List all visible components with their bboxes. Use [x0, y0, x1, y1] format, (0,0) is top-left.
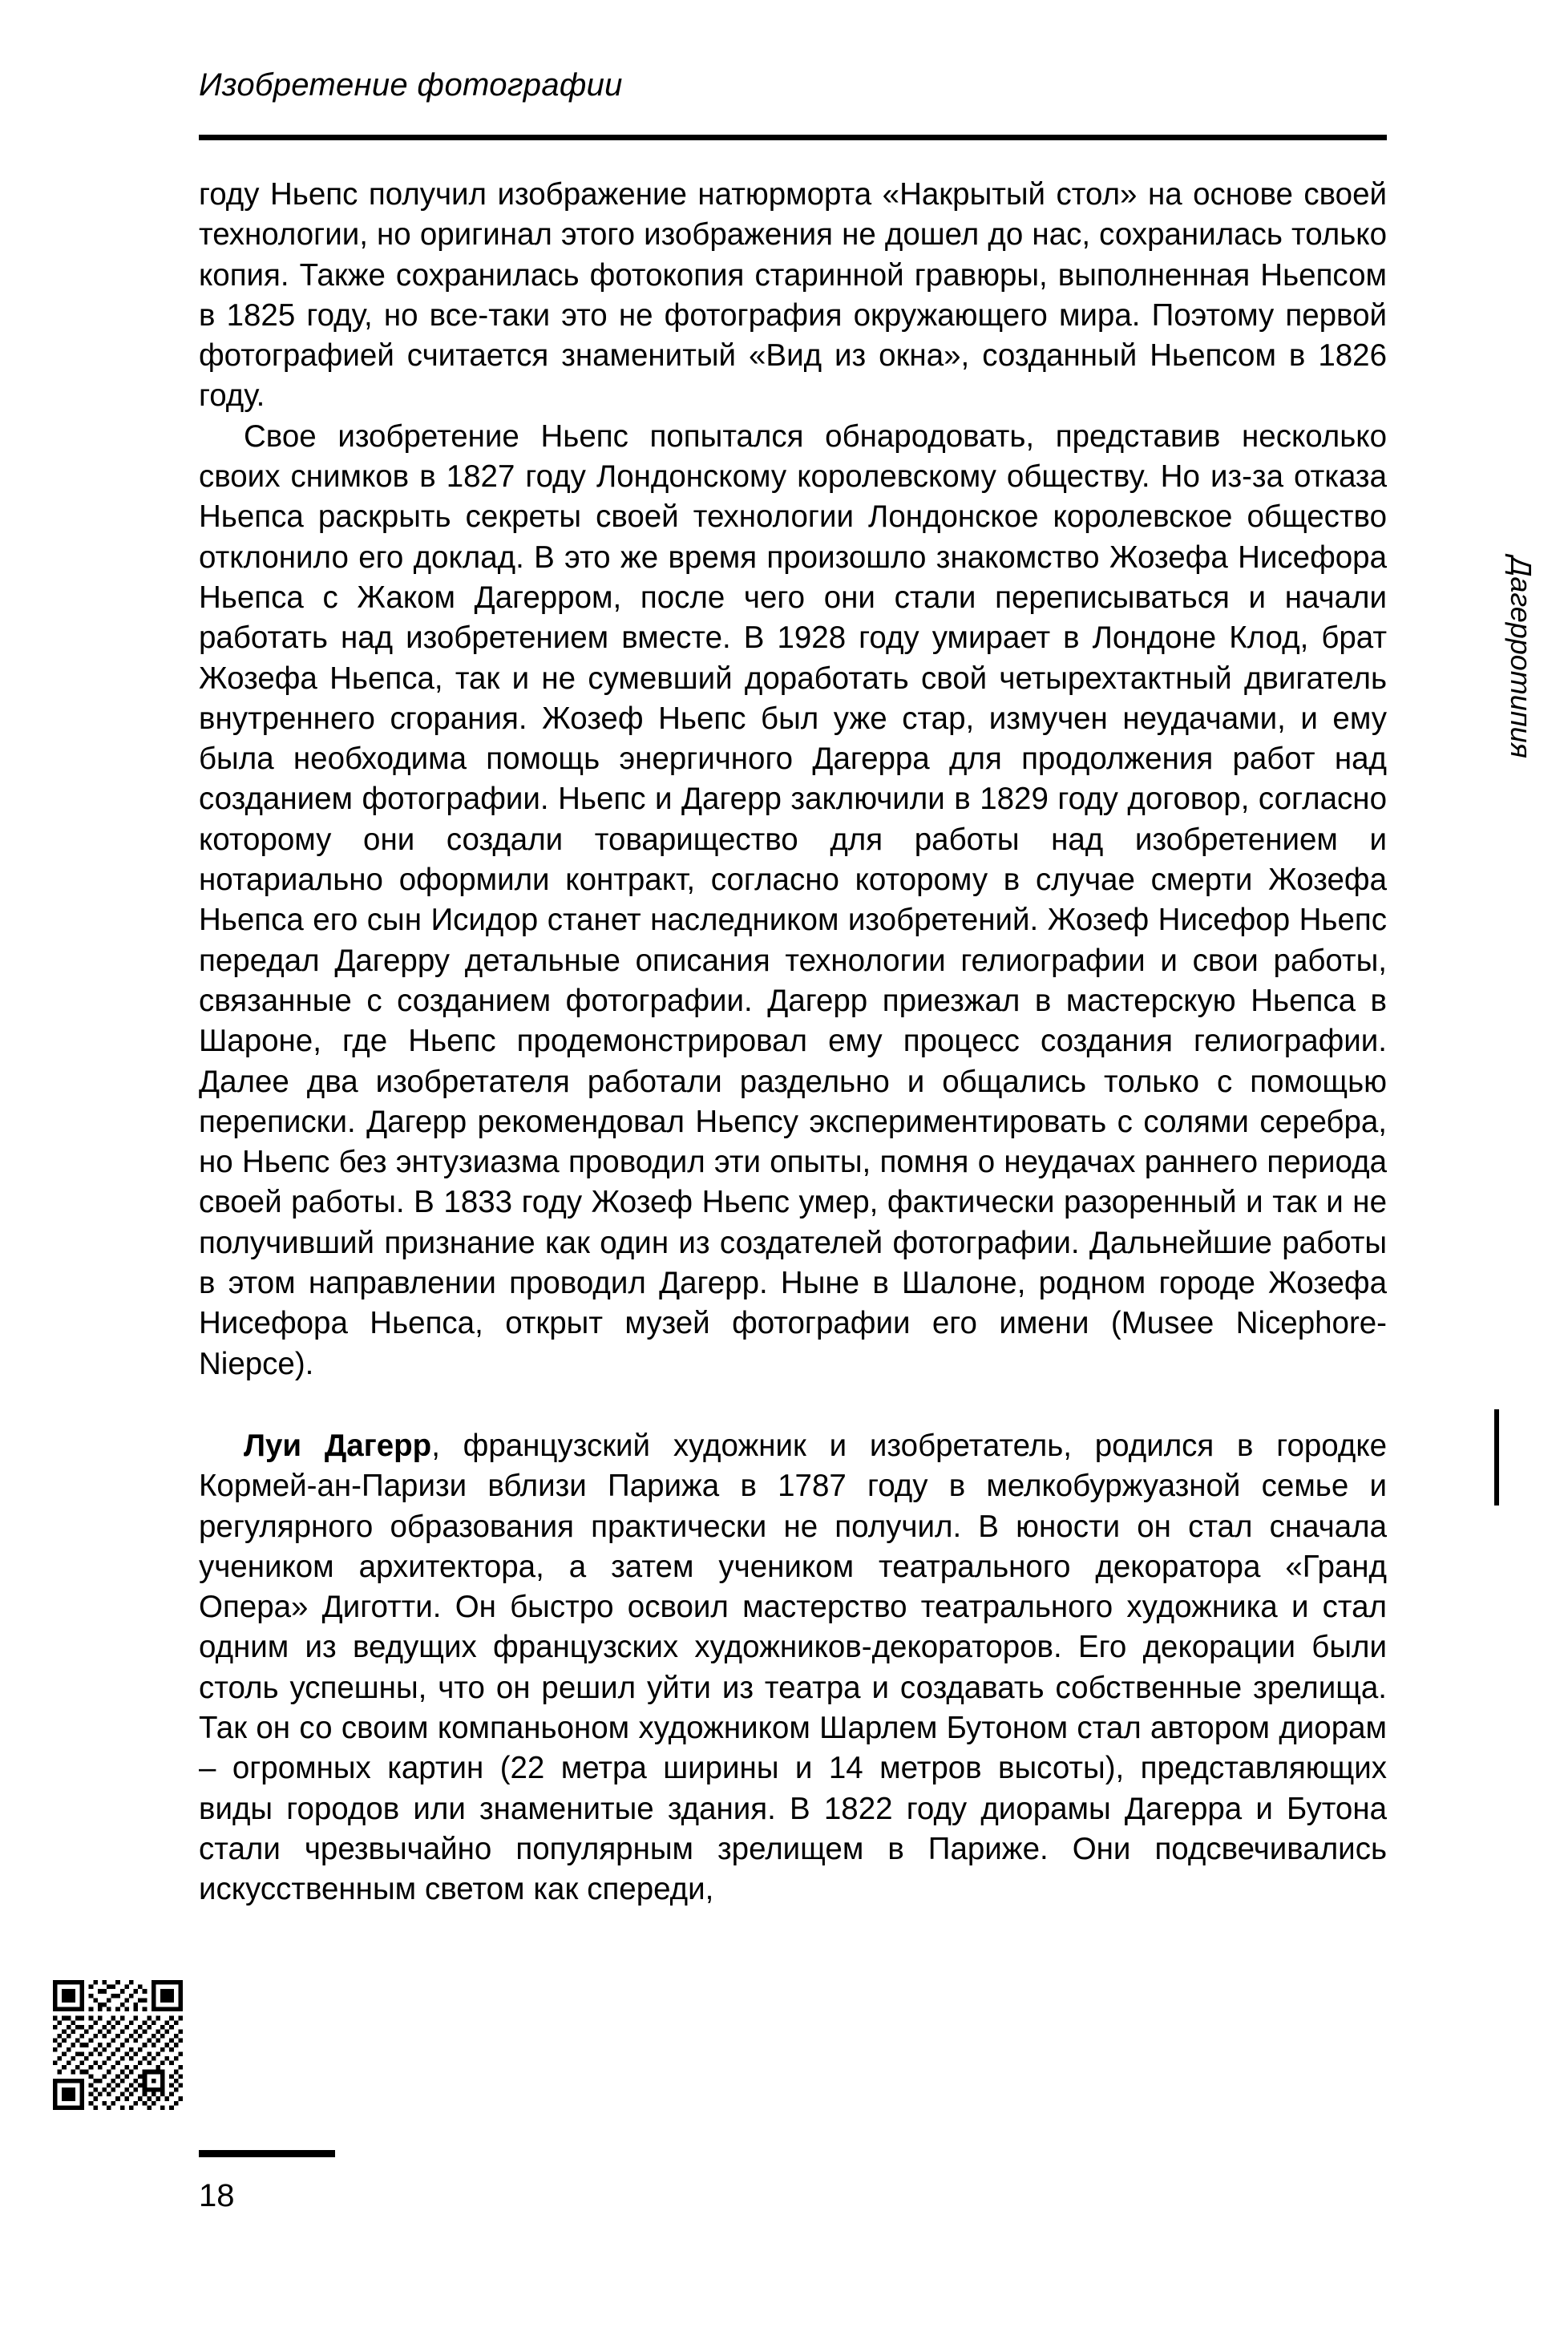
page-number: 18 — [199, 2178, 235, 2213]
header-rule — [199, 135, 1387, 140]
paragraph-niepce-first-photo: году Ньепс получил изображение натюрморта «Накрытый стол» на основе своей технологии, но оригинал этого изображения не дошел до нас, сохранилась только копия. Также сохранилась фотокопия старинной гравюры, выполненная Ньепсом в 1825 году, но все-таки это не фотография окружающего мира. Поэтому первой фотографией считается знаменитый «Вид из окна», созданный Ньепсом в 1826 году. — [199, 177, 1387, 414]
side-tab — [1493, 556, 1541, 1451]
side-tab-label: Дагерротипия — [1505, 556, 1538, 758]
qr-code — [53, 1980, 183, 2110]
paragraph-niepce-daguerre-partnership: Свое изобретение Ньепс попытался обнародовать, представив несколько своих снимков в 1827 году Лондонскому королевскому обществу. Но из-за отказа Ньепса раскрыть секреты своей технологии Лондонское королевское общество отклонило его доклад. В это же время произошло знакомство Жозефа Нисефора Ньепса с Жаком Дагерром, после чего они стали переписываться и начали работать над изобретением вместе. В 1928 году умирает в Лондоне Клод, брат Жозефа Ньепса, так и не сумевший доработать свой четырехтактный двигатель внутреннего сгорания. Жозеф Ньепс был уже стар, измучен неудачами, и ему была необходима помощь энергичного Дагерра для продолжения работ над созданием фотографии. Ньепс и Дагерр заключили в 1829 году договор, согласно которому они создали товарищество для работы над изобретением и нотариально оформили контракт, согласно которому в случае смерти Жозефа Ньепса его сын Исидор станет наследником изобретений. Жозеф Нисефор Ньепс передал Дагерру детальные описания технологии гелиографии и свои работы, связанные с созданием фотографии. Дагерр приезжал в мастерскую Ньепса в Шароне, где Ньепс продемонстрировал ему процесс создания гелиографии. Далее два изобретателя работали раздельно и общались только с помощью переписки. Дагерр рекомендовал Ньепсу экспериментировать с солями серебра, но Ньепс без энтузиазма проводил эти опыты, помня о неудачах раннего периода своей работы. В 1833 году Жозеф Ньепс умер, фактически разоренный и так и не получивший признание как один из создателей фотографии. Дальнейшие работы в этом направлении проводил Дагерр. Ныне в Шалоне, родном городе Жозефа Нисефора Ньепса, открыт музей фотографии его имени (Musee Nicephore-Niepce). — [199, 418, 1387, 1381]
paragraph-daguerre-biography-text: , французский художник и изобретатель, родился в городке Кормей-ан-Паризи вблизи Парижа в 1787 году в мелкобуржуазной семье и регулярного образования практически не получил. В юности он стал сначала учеником архитектора, а затем учеником театрального декоратора «Гранд Опера» Диготти. Он быстро освоил мастерство театрального художника и стал одним из ведущих французских художников-декораторов. Его декорации были столь успешны, что он решил уйти из театра и создавать собственные зрелища. Так он со своим компаньоном художником Шарлем Бутоном стал автором диорам – огромных картин (22 метра ширины и 14 метров высоты), представляющих виды городов или знаменитые здания. В 1822 году диорамы Дагерра и Бутона стали чрезвычайно популярным зрелищем в Париже. Они подсвечивались искусственным светом как спереди, — [199, 1428, 1388, 1907]
side-tab-rule — [1494, 1409, 1499, 1506]
footer-rule — [199, 2150, 335, 2157]
paragraph-daguerre-biography — [199, 1426, 1387, 1910]
running-head: Изобретение фотографии — [199, 67, 623, 103]
body-text-column — [199, 175, 1387, 1910]
lead-in-name: Луи Дагерр — [244, 1428, 432, 1463]
